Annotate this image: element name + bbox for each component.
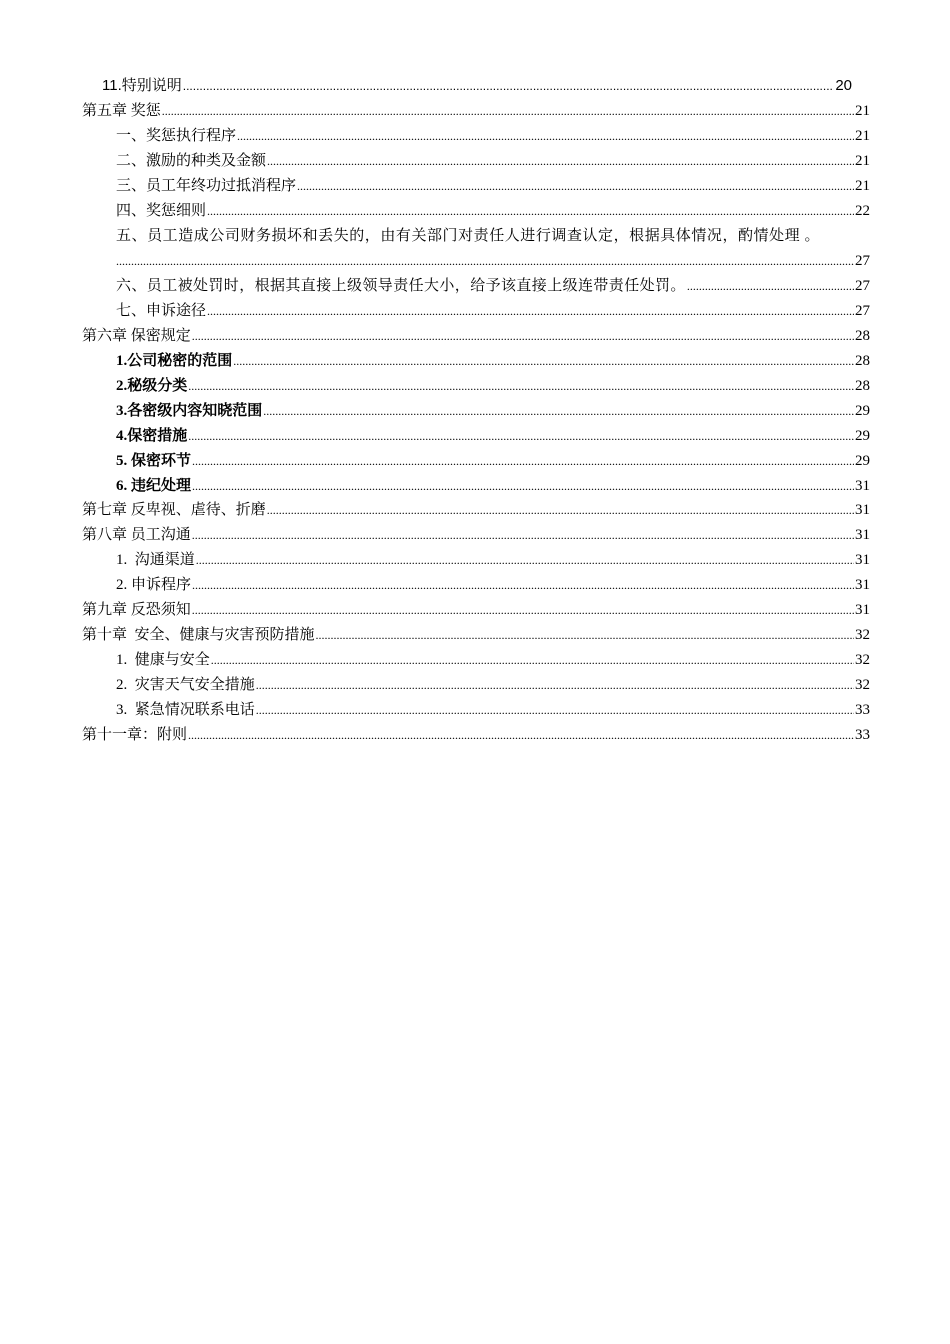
toc-entry-page: 31 (855, 552, 870, 568)
toc-entry-page: 27 (855, 303, 870, 319)
toc-entry-continuation[interactable] (116, 250, 870, 272)
toc-entry-title: 三、员工年终功过抵消程序 (116, 178, 297, 194)
toc-entry-title: 二、激励的种类及金额 (116, 153, 267, 169)
toc-entry[interactable] (116, 400, 870, 422)
toc-entry-page: 21 (855, 103, 870, 119)
dot-leader (192, 450, 854, 472)
toc-entry-title: 一、奖惩执行程序 (116, 128, 237, 144)
dot-leader (297, 175, 854, 197)
dot-leader (162, 100, 854, 122)
toc-entry-page: 32 (855, 627, 870, 643)
toc-entry-title: 5. 保密环节 (116, 453, 192, 469)
toc-entry[interactable] (82, 325, 870, 347)
toc-entry[interactable] (82, 524, 870, 546)
toc-entry[interactable] (116, 574, 870, 596)
toc-entry-title: 2. 申诉程序 (116, 577, 192, 593)
toc-entry[interactable] (116, 175, 870, 197)
toc-entry-page: 31 (855, 577, 870, 593)
toc-entry-title-wrapped[interactable]: 五、员工造成公司财务损坏和丢失的，由有关部门对责任人进行调查认定，根据具体情况，酌情处理 。 (116, 228, 821, 244)
toc-entry-title: 1. 沟通渠道 (116, 552, 195, 568)
toc-entry[interactable] (116, 350, 870, 372)
toc-entry[interactable] (116, 425, 870, 447)
toc-entry-title: 2. 灾害天气安全措施 (116, 677, 255, 693)
dot-leader (192, 524, 854, 546)
toc-entry-title: 第十章 安全、健康与灾害预防措施 (82, 627, 315, 643)
dot-leader (183, 75, 835, 97)
toc-entry-title: 1.公司秘密的范围 (116, 353, 233, 369)
toc-entry[interactable] (116, 200, 870, 222)
toc-entry[interactable] (116, 450, 870, 472)
dot-leader (233, 350, 854, 372)
toc-entry-page: 22 (855, 203, 870, 219)
dot-leader (211, 649, 854, 671)
toc-entry[interactable] (82, 499, 870, 521)
toc-entry[interactable] (116, 649, 870, 671)
toc-entry[interactable] (116, 300, 870, 322)
toc-entry[interactable] (82, 599, 870, 621)
toc-entry[interactable] (116, 549, 870, 571)
toc-entry-page: 29 (855, 403, 870, 419)
toc-entry[interactable] (116, 674, 870, 696)
toc-entry-title: 第五章 奖惩 (82, 103, 161, 119)
dot-leader (207, 300, 854, 322)
toc-entry-title: 3.各密级内容知晓范围 (116, 403, 263, 419)
dot-leader (267, 499, 854, 521)
dot-leader (256, 674, 854, 696)
toc-entry-page: 29 (855, 453, 870, 469)
toc-entry-page: 28 (855, 353, 870, 369)
dot-leader (116, 250, 854, 272)
toc-entry-title: 第八章 员工沟通 (82, 527, 191, 543)
toc-entry[interactable] (82, 100, 870, 122)
dot-leader (267, 150, 854, 172)
toc-entry-page: 29 (855, 428, 870, 444)
dot-leader (196, 549, 854, 571)
toc-entry-title: 第九章 反恐须知 (82, 602, 191, 618)
toc-entry-title: 六、员工被处罚时，根据其直接上级领导责任大小，给予该直接上级连带责任处罚。 (116, 278, 686, 294)
toc-entry-title: 11.特别说明 (102, 77, 182, 94)
toc-entry[interactable] (116, 275, 870, 297)
dot-leader (188, 724, 854, 746)
toc-entry[interactable] (116, 125, 870, 147)
toc-entry[interactable] (116, 375, 870, 397)
toc-entry[interactable] (82, 624, 870, 646)
toc-entry-page: 27 (855, 253, 870, 269)
toc-entry-page: 33 (855, 727, 870, 743)
dot-leader (192, 599, 854, 621)
toc-entry[interactable] (116, 475, 870, 497)
toc-entry-page: 31 (855, 602, 870, 618)
dot-leader (316, 624, 854, 646)
toc-entry-title: 2.秘级分类 (116, 378, 188, 394)
toc-entry-page: 20 (835, 77, 852, 94)
toc-entry-page: 21 (855, 128, 870, 144)
dot-leader (256, 699, 854, 721)
toc-entry-page: 28 (855, 328, 870, 344)
toc-entry-title: 1. 健康与安全 (116, 652, 210, 668)
toc-entry-page: 31 (855, 502, 870, 518)
dot-leader (192, 325, 854, 347)
dot-leader (263, 400, 854, 422)
dot-leader (687, 275, 854, 297)
toc-entry-title: 第六章 保密规定 (82, 328, 191, 344)
toc-entry-title: 6. 违纪处理 (116, 478, 192, 494)
toc-entry[interactable] (102, 75, 852, 97)
toc-entry-title: 3. 紧急情况联系电话 (116, 702, 255, 718)
toc-entry-title: 四、奖惩细则 (116, 203, 207, 219)
toc-entry-page: 28 (855, 378, 870, 394)
toc-entry-page: 27 (855, 278, 870, 294)
toc-entry-title: 4.保密措施 (116, 428, 188, 444)
dot-leader (188, 425, 854, 447)
toc-entry-title: 第十一章：附则 (82, 727, 188, 743)
dot-leader (192, 574, 854, 596)
toc-entry-title: 第七章 反卑视、虐待、折磨 (82, 502, 266, 518)
toc-entry-title: 七、申诉途径 (116, 303, 207, 319)
toc-entry-page: 31 (855, 478, 870, 494)
toc-entry-page: 32 (855, 652, 870, 668)
toc-entry[interactable] (82, 724, 870, 746)
toc-entry[interactable] (116, 699, 870, 721)
dot-leader (188, 375, 854, 397)
toc-entry-page: 32 (855, 677, 870, 693)
toc-entry-page: 21 (855, 178, 870, 194)
dot-leader (237, 125, 854, 147)
toc-entry-page: 31 (855, 527, 870, 543)
toc-entry-page: 33 (855, 702, 870, 718)
dot-leader (192, 475, 854, 497)
toc-entry-page: 21 (855, 153, 870, 169)
dot-leader (207, 200, 854, 222)
toc-entry[interactable] (116, 150, 870, 172)
